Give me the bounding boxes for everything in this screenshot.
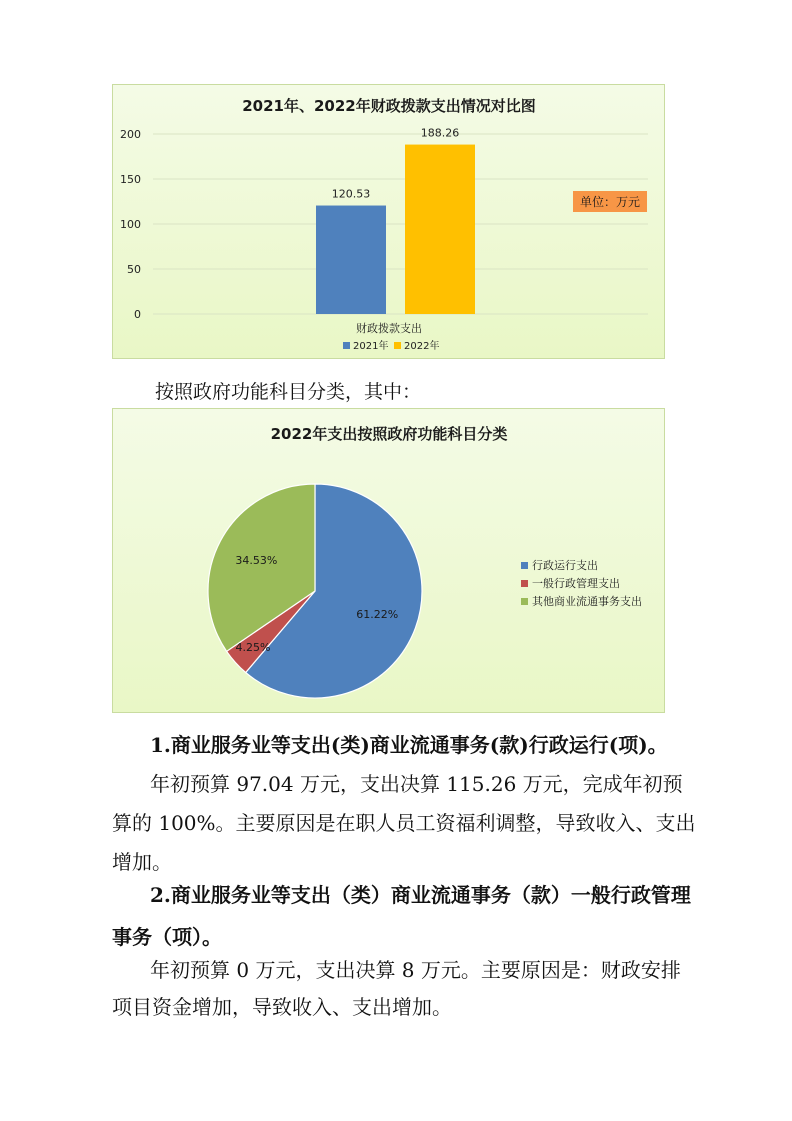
intro-text: 按照政府功能科目分类，其中： <box>155 381 422 403</box>
bar-chart-title: 2021年、2022年财政拨款支出情况对比图 <box>242 97 536 115</box>
item-1-heading: 1.商业服务业等支出(类)商业流通事务(款)行政运行(项)。 <box>150 733 668 757</box>
bar-legend <box>343 339 439 352</box>
pie-legend-label: 行政运行支出 <box>532 559 598 572</box>
unit-annotation-text: 单位：万元 <box>579 195 641 209</box>
item-2-body: 年初预算 0 万元，支出决算 8 万元。主要原因是：财政安排项目资金增加，导致收入、支出增加。 <box>112 958 681 1019</box>
pie-chart-title: 2022年支出按照政府功能科目分类 <box>270 425 508 443</box>
pie-chart-panel <box>112 408 665 713</box>
legend-label-2022: 2022年 <box>404 341 440 352</box>
x-category-label: 财政拨款支出 <box>356 322 422 335</box>
pie-legend-swatch <box>521 562 528 569</box>
pie-legend-swatch <box>521 598 528 605</box>
pie-legend-label: 一般行政管理支出 <box>532 577 620 590</box>
y-tick-label: 200 <box>120 128 141 141</box>
y-tick-label: 0 <box>134 308 141 321</box>
legend-swatch-2022 <box>394 342 401 349</box>
item-1-body: 年初预算 97.04 万元，支出决算 115.26 万元，完成年初预算的 100%。主要原因是在职人员工资福利调整，导致收入、支出增加。 <box>112 772 696 874</box>
pie-legend-label: 其他商业流通事务支出 <box>532 595 642 608</box>
pie-chart <box>113 409 666 714</box>
pie-legend-swatch <box>521 580 528 587</box>
unit-annotation <box>573 191 647 212</box>
bar-chart <box>113 85 666 360</box>
y-tick-label: 150 <box>120 173 141 186</box>
legend-label-2021: 2021年 <box>353 341 389 352</box>
pie-data-label: 34.53% <box>235 554 278 568</box>
bar-data-label: 188.26 <box>420 126 460 140</box>
item-2-heading: 2.商业服务业等支出（类）商业流通事务（款）一般行政管理事务（项）。 <box>112 883 691 949</box>
pie-data-label: 61.22% <box>356 607 399 621</box>
bar-chart-panel <box>112 84 665 359</box>
bar-data-label: 120.53 <box>331 187 371 201</box>
pie-data-label: 4.25% <box>235 640 271 654</box>
bar-2021年 <box>316 206 386 314</box>
legend-swatch-2021 <box>343 342 350 349</box>
bar-2022年 <box>405 145 475 314</box>
y-tick-label: 50 <box>127 263 141 276</box>
y-tick-label: 100 <box>120 218 141 231</box>
